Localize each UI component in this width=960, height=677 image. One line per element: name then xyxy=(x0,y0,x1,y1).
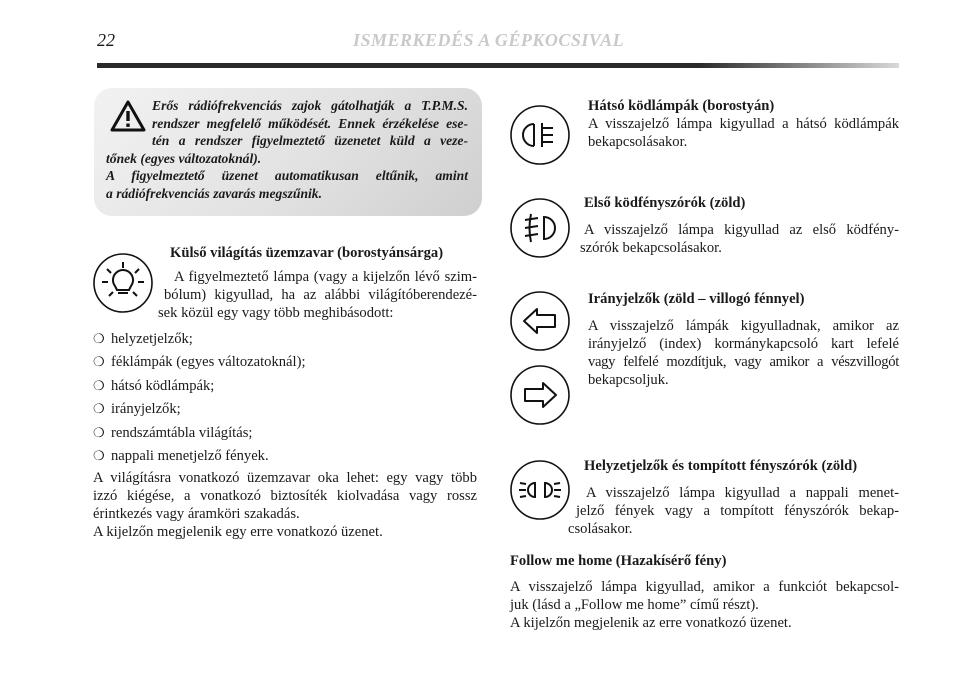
rear-fog-line-2: bekapcsolásakor. xyxy=(588,134,688,150)
indicators-line-3: vagy felfelé mozdítjuk, vagy amikor a vészvillogót xyxy=(588,354,899,370)
exterior-lights-title: Külső világítás üzemzavar (borostyánsárga) xyxy=(170,245,444,261)
page-number: 22 xyxy=(97,30,115,50)
header-rule xyxy=(97,63,899,68)
indicators-line-1: A visszajelző lámpák kigyulladnak, amikor az xyxy=(588,318,899,334)
warning-line-6: a rádiófrekvenciás zavarás megszűnik. xyxy=(106,185,322,201)
closing-line-2: izzó kiégése, a vonatkozó biztosíték kiolvadása vagy rossz xyxy=(93,488,477,504)
list-item: ❍ irányjelzők; xyxy=(93,401,181,418)
failure-list xyxy=(93,327,306,467)
exterior-lights-line-1: A figyelmeztető lámpa (vagy a kijelzőn lévő szim- xyxy=(174,269,477,285)
left-turn-arrow-icon xyxy=(509,290,571,352)
position-lights-line-3: csolásakor. xyxy=(568,521,633,537)
list-item: ❍ helyzetjelzők; xyxy=(93,331,193,347)
closing-line-3: érintkezés vagy áramköri szakadás. xyxy=(93,506,300,522)
list-item: ❍ nappali menetjelző fények. xyxy=(93,447,269,464)
rear-fog-title: Hátsó ködlámpák (borostyán) xyxy=(588,98,775,114)
side-lights-icon xyxy=(509,459,571,521)
position-lights-line-2: jelző fények vagy a tompított fényszórók bekap- xyxy=(576,503,899,519)
warning-line-1: Erős rádiófrekvenciás zajok gátolhatják a T.P.M.S. xyxy=(152,98,468,113)
list-item: ❍ féklámpák (egyes változatoknál); xyxy=(93,354,306,371)
front-fog-lamp-icon xyxy=(509,197,571,259)
follow-me-line-3: A kijelzőn megjelenik az erre vonatkozó üzenet. xyxy=(510,615,792,631)
closing-line-1: A világításra vonatkozó üzemzavar oka lehet: egy vagy több xyxy=(93,470,477,486)
running-title: ISMERKEDÉS A GÉPKOCSIVAL xyxy=(353,30,625,50)
front-fog-title: Első ködfényszórók (zöld) xyxy=(584,195,746,211)
indicators-title: Irányjelzők (zöld – villogó fénnyel) xyxy=(588,291,805,307)
closing-line-4: A kijelzőn megjelenik egy erre vonatkozó üzenet. xyxy=(93,524,383,540)
list-item: ❍ rendszámtábla világítás; xyxy=(93,424,253,441)
front-fog-line-2: szórók bekapcsolásakor. xyxy=(580,240,722,256)
position-lights-title: Helyzetjelzők és tompított fényszórók (zöld) xyxy=(584,458,858,474)
follow-me-title: Follow me home (Hazakísérő fény) xyxy=(510,553,727,569)
position-lights-line-1: A visszajelző lámpa kigyullad a nappali menet- xyxy=(586,485,899,501)
follow-me-line-2: juk (lásd a „Follow me home” című részt). xyxy=(510,597,759,613)
right-turn-arrow-icon xyxy=(509,364,571,426)
list-item: ❍ hátsó ködlámpák; xyxy=(93,377,215,394)
warning-line-5: A figyelmeztető üzenet automatikusan eltűnik, amint xyxy=(106,168,468,183)
indicators-line-2: irányjelző (index) kormánykapcsoló kart lefelé xyxy=(588,336,899,352)
warning-box xyxy=(94,88,482,216)
warning-line-4: tőnek (egyes változatoknál). xyxy=(106,150,262,166)
indicators-line-4: bekapcsoljuk. xyxy=(588,372,669,388)
exterior-light-failure-icon xyxy=(92,252,154,314)
rear-fog-lamp-icon xyxy=(509,104,571,166)
exterior-lights-line-2: bólum) kigyullad, ha az alábbi világítóberendezé- xyxy=(164,287,477,303)
front-fog-line-1: A visszajelző lámpa kigyullad az első ködfény- xyxy=(584,222,899,238)
follow-me-line-1: A visszajelző lámpa kigyullad, amikor a funkciót bekapcsol- xyxy=(510,579,899,595)
warning-triangle-icon xyxy=(110,100,146,132)
exterior-lights-line-3: sek közül egy vagy több meghibásodott: xyxy=(158,305,394,321)
warning-line-2: rendszer megfelelő működését. Ennek érzékelése ese- xyxy=(152,115,468,131)
warning-line-3: tén a rendszer figyelmeztető üzenetet küld a veze- xyxy=(152,133,468,148)
rear-fog-line-1: A visszajelző lámpa kigyullad a hátsó ködlámpák xyxy=(588,116,899,132)
